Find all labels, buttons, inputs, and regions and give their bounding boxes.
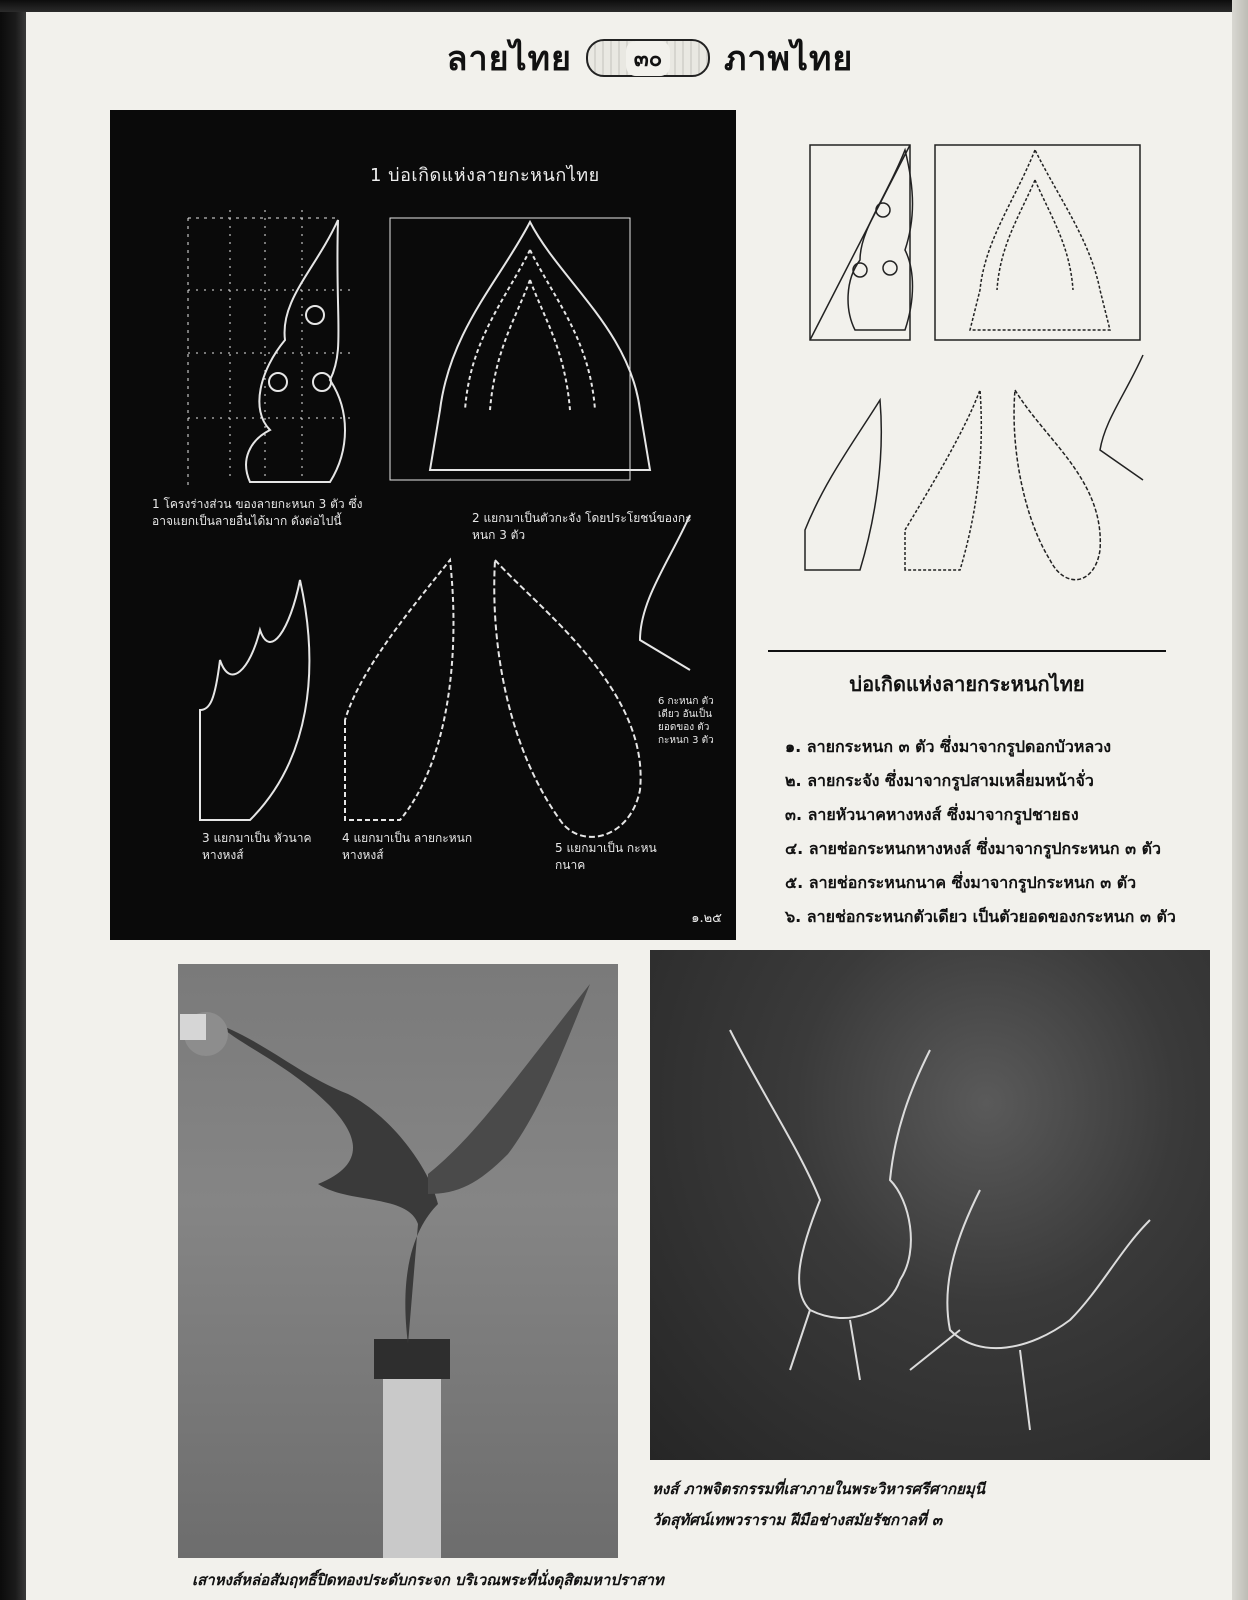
list-title: บ่อเกิดแห่งลายกระหนกไทย: [849, 672, 1085, 696]
list-item: ๔. ลายช่อกระหนกหางหงส์ ซึ่งมาจากรูปกระหนก ๓ ตัว: [785, 839, 1161, 858]
drawing-kanok-nak: [1014, 390, 1100, 580]
hamsa-post-silhouette: [178, 964, 618, 1558]
list-item: ๕. ลายช่อกระหนกนาค ซึ่งมาจากรูปกระหนก ๓ ตัว: [785, 873, 1137, 892]
plate-caption-6: 6 กะหนก ตัวเดียว อันเป็น ยอดของ ตัว กะหนก 3 ตัว: [658, 696, 714, 746]
right-page-edge: [1232, 0, 1248, 1600]
page-number-ornament: [586, 39, 710, 77]
header-right-word: ภาพไทย: [723, 39, 854, 79]
post-caption: เสาหงส์หล่อสัมฤทธิ์ปิดทองประดับกระจก บริเวณพระที่นั่งดุสิตมหาปราสาท: [192, 1571, 664, 1589]
figure-2-kranchang: [390, 218, 650, 480]
figure-1-kanok-grid: [188, 210, 350, 490]
plate-caption-1: 1 โครงร่างส่วน ของลายกะหนก 3 ตัว ซึ่งอาจแยกเป็นลายอื่นได้มาก ดังต่อไปนี้: [152, 497, 363, 528]
drawing-kranchang: [935, 145, 1140, 340]
photo-hamsa-post: [178, 964, 618, 1558]
drawing-kanok-single: [1100, 355, 1143, 480]
list-item: ๖. ลายช่อกระหนกตัวเดียว เป็นตัวยอดของกระหนก ๓ ตัว: [785, 907, 1176, 926]
book-binding-shadow: [0, 0, 26, 1600]
list-item: ๓. ลายหัวนาคหางหงส์ ซึ่งมาจากรูปชายธง: [785, 805, 1079, 824]
origin-list: [785, 730, 1205, 934]
mural-hamsa-figures: [650, 950, 1210, 1460]
plate-caption-5: 5 แยกมาเป็น กะหนกนาค: [555, 841, 657, 872]
line-drawings: [765, 120, 1165, 600]
page-number: ๓๐: [626, 41, 670, 76]
list-item: ๒. ลายกระจัง ซึ่งมาจากรูปสามเหลี่ยมหน้าจั่ว: [785, 771, 1094, 790]
plate-caption-4: 4 แยกมาเป็น ลายกะหนกหางหงส์: [342, 831, 473, 862]
drawing-hua-nak: [805, 400, 881, 570]
figure-3-hua-nak-hang-hong: [200, 580, 309, 820]
plate-caption-2: 2 แยกมาเป็นตัวกะจัง โดยประโยชน์ของกะหนก 3 ตัว: [472, 511, 692, 542]
figure-5-kanok-nak: [494, 560, 640, 837]
plate-title: 1 บ่อเกิดแห่งลายกะหนกไทย: [370, 165, 600, 186]
mural-caption: [652, 1474, 1212, 1536]
mural-caption-line2: วัดสุทัศน์เทพวราราม ฝีมือช่างสมัยรัชกาลที่ ๓: [652, 1511, 943, 1529]
section-rule: [768, 650, 1166, 652]
running-header: [440, 30, 860, 86]
mural-caption-line1: หงส์ ภาพจิตรกรรมที่เสาภายในพระวิหารศรีศากยมุนี: [652, 1480, 986, 1498]
top-page-edge: [0, 0, 1248, 12]
plate-caption-3: 3 แยกมาเป็น หัวนาคหางหงส์: [202, 831, 312, 862]
drawing-kanok-grid: [810, 145, 913, 340]
plate-signature: ๑.๒๕: [691, 911, 722, 926]
list-item: ๑. ลายกระหนก ๓ ตัว ซึ่งมาจากรูปดอกบัวหลวง: [785, 737, 1112, 756]
drawing-kanok-hang-hong: [905, 390, 981, 570]
figure-4-kanok-hang-hong: [345, 560, 453, 820]
header-left-word: ลายไทย: [446, 39, 572, 79]
photo-hamsa-mural: [650, 950, 1210, 1460]
kanok-origin-plate: [110, 110, 736, 940]
